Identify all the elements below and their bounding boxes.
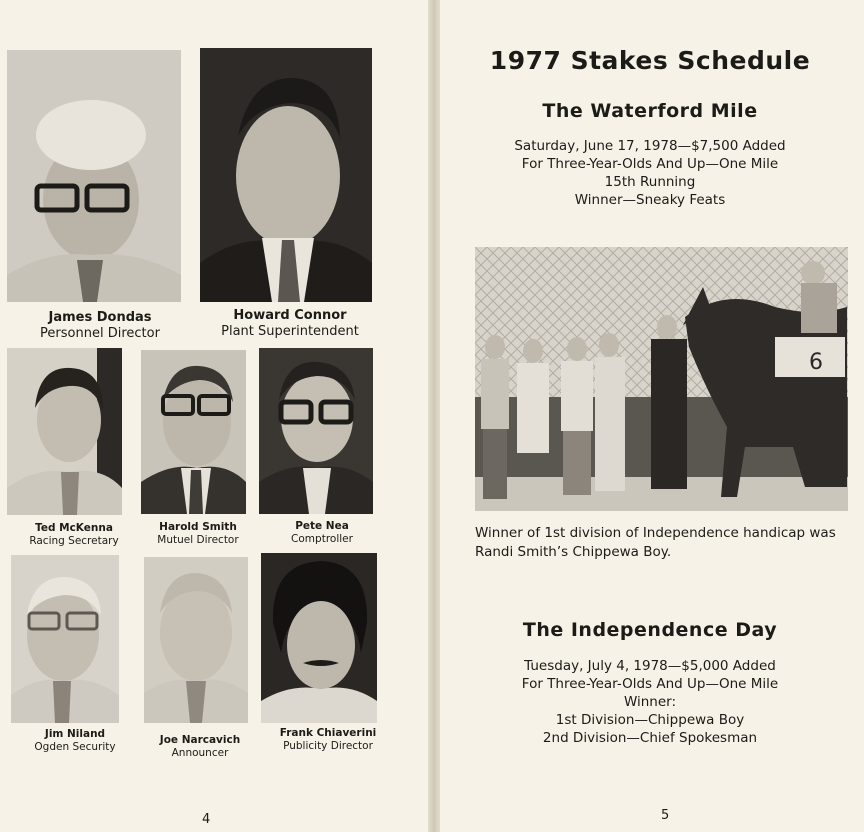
race-title-waterford-mile: The Waterford Mile xyxy=(542,100,758,122)
race-detail-line: Saturday, June 17, 1978—$7,500 Added xyxy=(514,138,786,154)
staff-title: Ogden Security xyxy=(34,741,116,754)
portrait-photo-jim-niland xyxy=(11,555,119,723)
staff-title: Mutuel Director xyxy=(157,534,239,547)
portrait-photo-pete-nea xyxy=(259,348,373,514)
staff-caption-howard-connor xyxy=(205,308,375,341)
staff-caption-pete-nea xyxy=(252,520,392,546)
staff-name: Joe Narcavich xyxy=(159,734,241,746)
staff-name: Ted McKenna xyxy=(35,522,113,534)
portrait-photo-harold-smith xyxy=(141,350,246,514)
staff-title: Plant Superintendent xyxy=(221,324,359,340)
portrait-photo-howard-connor xyxy=(200,48,372,302)
staff-caption-frank-chiaverini xyxy=(254,727,402,753)
staff-title: Racing Secretary xyxy=(29,535,119,548)
race-title-independence-day: The Independence Day xyxy=(522,619,778,641)
race-detail-line: Tuesday, July 4, 1978—$5,000 Added xyxy=(524,658,776,674)
staff-name: Howard Connor xyxy=(233,308,347,323)
staff-title: Announcer xyxy=(171,747,229,760)
svg-text:6: 6 xyxy=(809,350,823,375)
race-detail-line: Winner—Sneaky Feats xyxy=(574,192,726,208)
staff-title: Publicity Director xyxy=(283,740,373,753)
portrait-photo-james-dondas xyxy=(7,50,181,302)
staff-name: James Dondas xyxy=(48,310,152,325)
portrait-photo-frank-chiaverini xyxy=(261,553,377,723)
staff-name: Harold Smith xyxy=(159,521,237,533)
page-number-left: 4 xyxy=(202,812,211,827)
portrait-photo-joe-narcavich xyxy=(144,557,248,723)
staff-title: Personnel Director xyxy=(40,326,160,342)
staff-name: Jim Niland xyxy=(44,728,106,740)
staff-caption-ted-mckenna xyxy=(4,522,144,548)
race-detail-line: Winner: xyxy=(623,694,677,710)
race-detail-line: For Three-Year-Olds And Up—One Mile xyxy=(521,676,779,692)
staff-title: Comptroller xyxy=(291,533,353,546)
race-details-waterford-mile xyxy=(436,137,864,209)
portrait-photo-ted-mckenna xyxy=(7,348,122,515)
race-detail-line: 15th Running xyxy=(604,174,696,190)
staff-caption-harold-smith xyxy=(128,521,268,547)
staff-caption-joe-narcavich xyxy=(130,734,270,760)
staff-caption-jim-niland xyxy=(5,728,145,754)
schedule-title: 1977 Stakes Schedule xyxy=(489,46,811,75)
page-number-right: 5 xyxy=(661,808,670,823)
winners-circle-photo xyxy=(475,247,848,511)
race-detail-line: 1st Division—Chippewa Boy xyxy=(555,712,745,728)
race-detail-line: For Three-Year-Olds And Up—One Mile xyxy=(521,156,779,172)
race-details-independence-day xyxy=(436,657,864,747)
photo-caption: Winner of 1st division of Independence handicap was Randi Smith’s Chippewa Boy. xyxy=(475,525,836,560)
staff-name: Pete Nea xyxy=(295,520,349,532)
race-detail-line: 2nd Division—Chief Spokesman xyxy=(542,730,758,746)
staff-name: Frank Chiaverini xyxy=(279,727,377,739)
staff-caption-james-dondas xyxy=(20,310,180,343)
